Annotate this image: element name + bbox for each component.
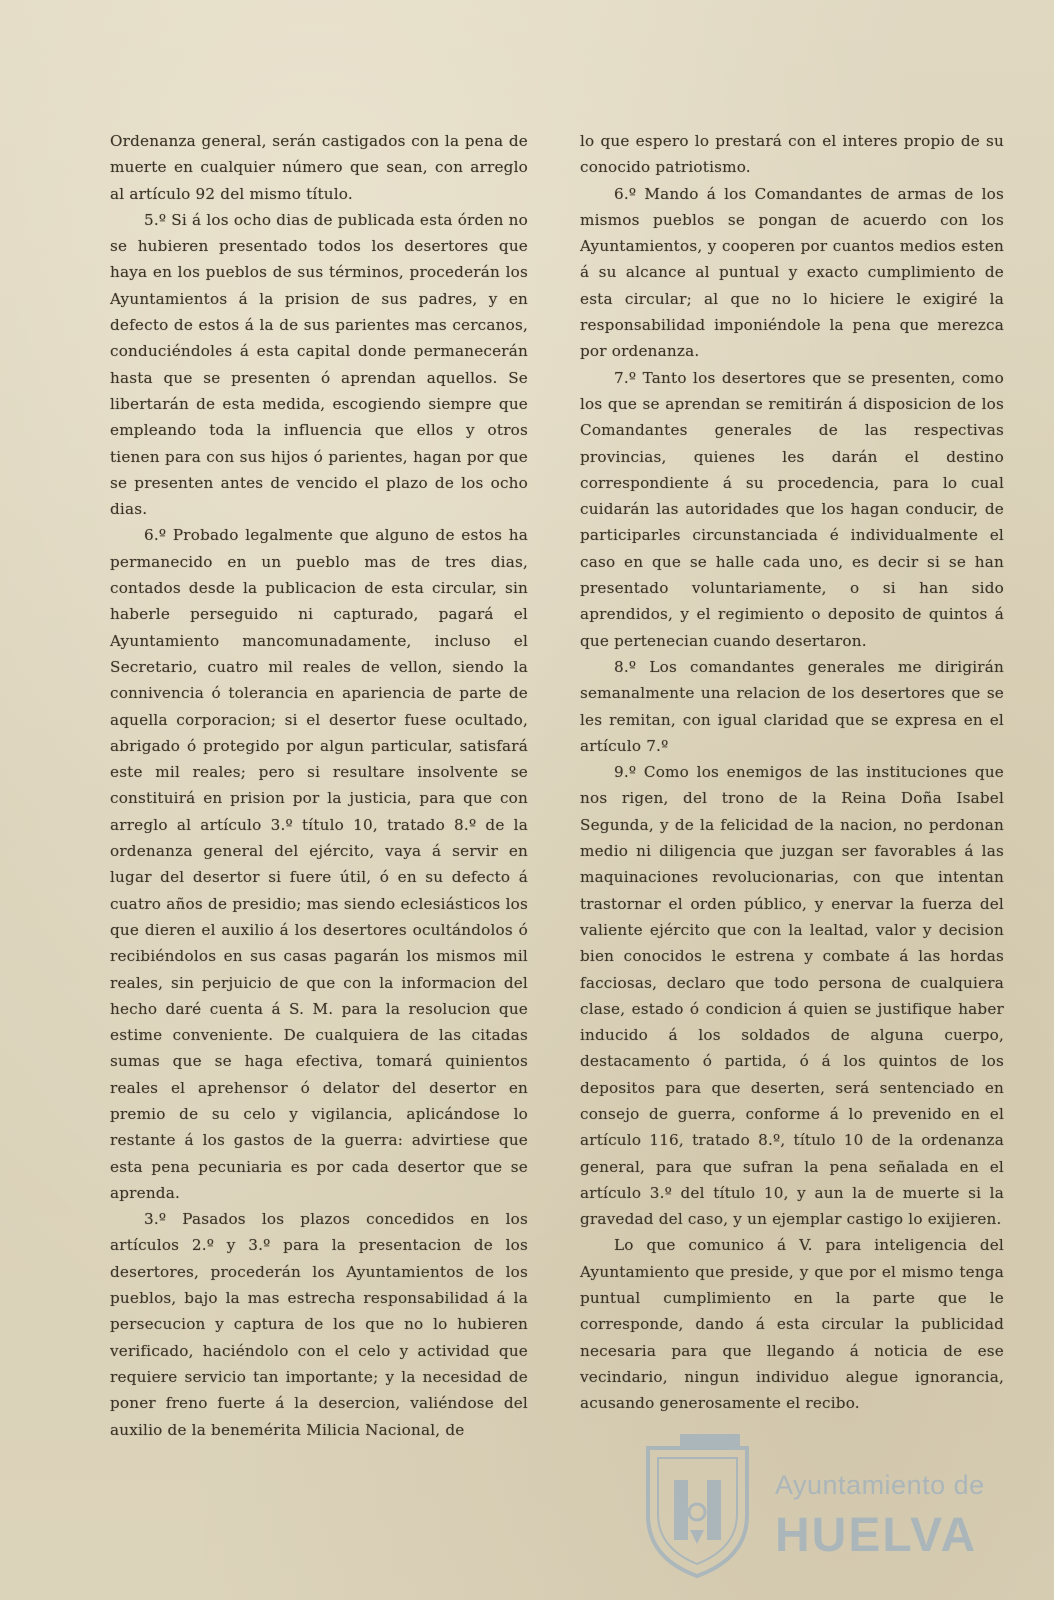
paragraph: lo que espero lo prestará con el interes propio de su conocido patriotismo. bbox=[580, 132, 1004, 177]
city-shield-icon bbox=[640, 1430, 755, 1580]
left-text-column bbox=[110, 128, 528, 1443]
paragraph: 9.º Como los enemigos de las instituciones que nos rigen, del trono de la Reina Doña Isabel Segunda, y de la felicidad de la nacion, no perdonan medio ni diligencia que juzgan ser favorables á las maquinaciones revolucionarias, con que intentan trastornar el orden público, y enervar la fuerza del valiente ejército que con la lealtad, valor y decision bien conocidos le estrena y combate á las hordas facciosas, declaro que todo persona de cualquiera clase, estado ó condicion á quien se justifique haber inducido á los soldados de alguna cuerpo, destacamento ó partida, ó á los quintos de los depositos para que deserten, será sentenciado en consejo de guerra, conforme á lo prevenido en el artículo 116, tratado 8.º, título 10 de la ordenanza general, para que sufran la pena señalada en el artículo 3.º del título 10, y aun la de muerte si la gravedad del caso, y un ejemplar castigo lo exijieren. bbox=[580, 763, 1004, 1229]
paragraph: 7.º Tanto los desertores que se presenten, como los que se aprendan se remitirán á disposicion de los Comandantes generales de las respectivas provincias, quienes les darán el destino correspondiente á su procedencia, para lo cual cuidarán las autoridades que los hagan conducir, de participarles circunstanciada é individualmente el caso en que se halle cada uno, es decir si se han presentado voluntariamente, o si han sido aprendidos, y el regimiento o deposito de quintos á que pertenecian cuando desertaron. bbox=[580, 368, 1004, 650]
paragraph: 6.º Mando á los Comandantes de armas de los mismos pueblos se pongan de acuerdo con los Ayuntamientos, y cooperen por cuantos medios esten á su alcance al puntual y exacto cumplimiento de esta circular; al que no lo hiciere le exigiré la responsabilidad imponiéndole la pena que merezca por ordenanza. bbox=[580, 184, 1004, 361]
right-text-column bbox=[580, 128, 1004, 1417]
paragraph: 8.º Los comandantes generales me dirigirán semanalmente una relacion de los desertores que se les remitan, con igual claridad que se expresa en el artículo 7.º bbox=[580, 657, 1004, 755]
watermark-line-2: HUELVA bbox=[775, 1509, 978, 1562]
paragraph: 5.º Si á los ocho dias de publicada esta órden no se hubieren presentado todos los desertores que haya en los pueblos de sus términos, procederán los Ayuntamientos á la prision de sus padres, y en defecto de estos á la de sus parientes mas cercanos, conduciéndoles á esta capital donde permanecerán hasta que se presenten ó aprendan aquellos. Se libertarán de esta medida, escogiendo siempre que empleando toda la influencia que ellos y otros tienen para con sus hijos ó parientes, hagan por que se presenten antes de vencido el plazo de los ocho dias. bbox=[110, 210, 528, 519]
paragraph: Ordenanza general, serán castigados con la pena de muerte en cualquier número que sean, con arreglo al artículo 92 del mismo título. bbox=[110, 132, 528, 203]
ayuntamiento-huelva-watermark bbox=[640, 1430, 1020, 1580]
paragraph: Lo que comunico á V. para inteligencia del Ayuntamiento que preside, y que por el mismo tenga puntual cumplimiento en la parte que le corresponde, dando á esta circular la publicidad necesaria para que llegando á noticia de ese vecindario, ningun individuo alegue ignorancia, acusando generosamente el recibo. bbox=[580, 1236, 1004, 1413]
paragraph: 6.º Probado legalmente que alguno de estos ha permanecido en un pueblo mas de tres dias, contados desde la publicacion de esta circular, sin haberle perseguido ni capturado, pagará el Ayuntamiento mancomunadamente, incluso el Secretario, cuatro mil reales de vellon, siendo la connivencia ó tolerancia en apariencia de parte de aquella corporacion; si el desertor fuese ocultado, abrigado ó protegido por algun particular, satisfará este mil reales; pero si resultare insolvente se constituirá en prision por la justicia, para que con arreglo al artículo 3.º título 10, tratado 8.º de la ordenanza general del ejército, vaya á servir en lugar del desertor si fuere útil, ó en su defecto á cuatro años de presidio; mas siendo eclesiásticos los que dieren el auxilio á los desertores ocultándolos ó recibiéndolos en sus casas pagarán los mismos mil reales, sin perjuicio de que con la informacion del hecho daré cuenta á S. M. para la resolucion que estime conveniente. De cualquiera de las citadas sumas que se haga efectiva, tomará quinientos reales el aprehensor ó delator del desertor en premio de su celo y vigilancia, aplicándose lo restante á los gastos de la guerra: advirtiese que esta pena pecuniaria es por cada desertor que se aprenda. bbox=[110, 526, 528, 1202]
watermark-line-1: Ayuntamiento de bbox=[775, 1470, 985, 1500]
paragraph: 3.º Pasados los plazos concedidos en los artículos 2.º y 3.º para la presentacion de los desertores, procederán los Ayuntamientos de los pueblos, bajo la mas estrecha responsabilidad á la persecucion y captura de los que no lo hubieren verificado, haciéndolo con el celo y actividad que requiere servicio tan importante; y la necesidad de poner freno fuerte á la desercion, valiéndose del auxilio de la benemérita Milicia Nacional, de bbox=[110, 1210, 528, 1439]
